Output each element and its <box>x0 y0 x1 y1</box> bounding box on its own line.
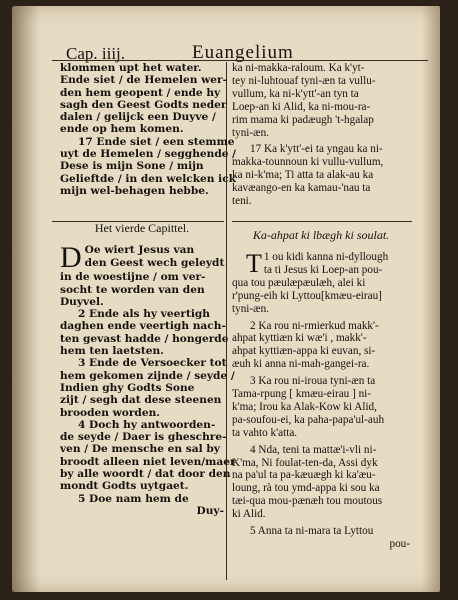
text-line: broodt alleen niet leven/maer <box>60 455 236 468</box>
text-line: K'ma, Ni foulat-ten-da, Assi dyk <box>232 456 378 469</box>
text-line: tæi-qua mou-pænæh tou moutous <box>232 495 383 508</box>
text-line: den Geest wech geleydt <box>84 256 225 269</box>
text-line: k'ma; Irou ka Alak-Kow ki Alid, <box>232 400 377 413</box>
text-line: loung, rà tou ymd-appa ki sou ka <box>232 482 380 495</box>
text-line: ta vahto k'atta. <box>232 426 298 439</box>
formosan-verse-5 <box>232 525 410 551</box>
dutch-top-passage <box>60 62 228 136</box>
text-line: makka-tounnoun ki vullu-vullum, <box>232 156 384 169</box>
text-line: tyni-æn. <box>232 126 269 139</box>
catchword: Duy- <box>196 504 224 517</box>
text-line: æuh ki anna ni-mah-gangei-ra. <box>232 358 370 371</box>
text-line: Dese is mijn Sone / mijn <box>60 160 204 173</box>
text-line: ven / De mensche en sal by <box>60 443 220 456</box>
text-line: tey ni-luhtouaf tyni-æn ta vullu- <box>232 74 376 87</box>
text-line: 2 Ende als hy veertigh <box>78 308 211 321</box>
text-line: Duyvel. <box>60 295 104 308</box>
text-line: pa-soufou-ei, ka paha-papa'ul-auh <box>232 413 385 426</box>
text-line: klommen upt het water. <box>60 62 202 74</box>
text-line: ki Alid. <box>232 508 266 521</box>
section-heading: Ka-ahpat ki lbægh ki soulat. <box>252 227 390 242</box>
text-line: 4 Nda, teni ta mattæ'i-vli ni- <box>250 443 377 456</box>
drop-cap: D <box>60 241 82 275</box>
dutch-column <box>60 62 237 517</box>
dutch-verse-3 <box>60 357 235 419</box>
formosan-verse-2 <box>232 320 410 372</box>
text-line: sagh den Geest Godts neder <box>60 98 227 111</box>
text-line: 3 Ende de Versoecker tot <box>78 357 227 370</box>
text-line: zijt / segh dat dese steenen <box>60 394 222 407</box>
text-line: Tama-rpung [ kmæu-eirau ] ni- <box>232 388 372 401</box>
text-line: 5 Anna ta ni-mara ta Lyttou <box>250 525 374 538</box>
text-line: kavæango-en ka kamau-'nau ta <box>232 182 371 195</box>
text-line: 4 Doch hy antwoorden- <box>78 418 216 431</box>
formosan-column <box>232 62 410 551</box>
text-line: tyni-æn. <box>232 302 269 315</box>
text-line: by alle woordt / dat door den <box>60 468 231 481</box>
text-line: 17 Ka k'ytt'-ei ta yngau ka ni- <box>250 143 383 156</box>
chapter-label: Cap. iiij. <box>66 44 126 63</box>
text-line: teni. <box>232 195 252 208</box>
text-line: 1 ou kidi kanna ni-dyllough <box>263 250 389 263</box>
formosan-verse-4 <box>232 444 410 521</box>
dutch-verse-5 <box>60 493 224 518</box>
dutch-verse-17 <box>60 135 237 197</box>
formosan-top-passage <box>232 62 410 139</box>
gutter-shadow <box>12 6 40 592</box>
text-line: 5 Doe nam hem de <box>78 492 189 505</box>
text-line: ta ti Jesus ki Loep-an pou- <box>263 263 383 276</box>
dutch-verse-2 <box>60 308 229 358</box>
text-line: hem gekomen zijnde / seyde / <box>60 369 235 382</box>
book-title: Euangelium <box>192 42 294 63</box>
text-line: rim mama ki padæugh 't-hgalap <box>232 113 374 126</box>
chapter-heading: Het vierde Capittel. <box>94 221 190 236</box>
text-line: vullum, ka ni-k'ytt'-an tyn ta <box>232 87 359 100</box>
text-line: ahpat kyttiæn-appa ki euvan, si- <box>232 345 376 358</box>
text-line: ten gevast hadde / hongerde <box>60 332 229 345</box>
text-line: Oe wiert Jesus van <box>84 244 195 257</box>
catchword: pou- <box>389 538 410 550</box>
text-line: na pa'ul ta pa-kæuægh ki ka'æu- <box>232 469 376 482</box>
formosan-verse-3 <box>232 375 410 440</box>
text-line: mondt Godts uytgaet. <box>60 480 189 493</box>
text-line: 2 Ka rou ni-rmierkud makk'- <box>250 319 379 332</box>
header-rule <box>52 60 428 61</box>
formosan-verse-1 <box>232 248 410 316</box>
text-line: 17 Ende siet / een stemme <box>78 135 235 148</box>
text-line: daghen ende veertigh nach- <box>60 320 226 333</box>
drop-cap: T <box>246 248 262 278</box>
text-line: 3 Ka rou ni-iroua tyni-æn ta <box>250 375 376 388</box>
text-line: dalen / gelijck een Duyve / <box>60 111 216 124</box>
formosan-verse-17 <box>232 143 410 208</box>
text-line: mijn wel-behagen hebbe. <box>60 184 209 197</box>
text-line: de seyde / Daer is gheschre- <box>60 431 227 444</box>
page-edge <box>422 6 440 592</box>
text-line: ka ni-k'ma; Ti atta ta alak-au ka <box>232 169 374 182</box>
dutch-verse-4 <box>60 418 236 493</box>
text-line: r'pung-eih ki Lyttou[kmæu-eirau] <box>232 289 382 302</box>
text-line: qua tou pæulæpæulæh, alei ki <box>232 276 366 289</box>
text-line: hem ten laetsten. <box>60 345 164 358</box>
text-line: socht te worden van den <box>60 283 205 296</box>
text-line: in de woestijne / om ver- <box>60 271 206 284</box>
text-line: Indien ghy Godts Sone <box>60 381 195 394</box>
text-line: uyt de Hemelen / segghende / <box>60 148 237 161</box>
text-line: brooden worden. <box>60 406 160 419</box>
text-line: ka ni-makka-raloum. Ka k'yt- <box>232 62 365 74</box>
text-line: ende op hem komen. <box>60 123 184 136</box>
text-line: ahpat kyttiæn ki wæ'i , makk'- <box>232 332 367 345</box>
text-line: Ende siet / de Hemelen wer- <box>60 74 228 87</box>
text-line: Loep-an ki Alid, ka ni-mou-ra- <box>232 100 371 113</box>
text-line: Gelieftde / in den welcken ick <box>60 172 236 185</box>
text-line: den hem geopent / ende hy <box>60 86 221 99</box>
